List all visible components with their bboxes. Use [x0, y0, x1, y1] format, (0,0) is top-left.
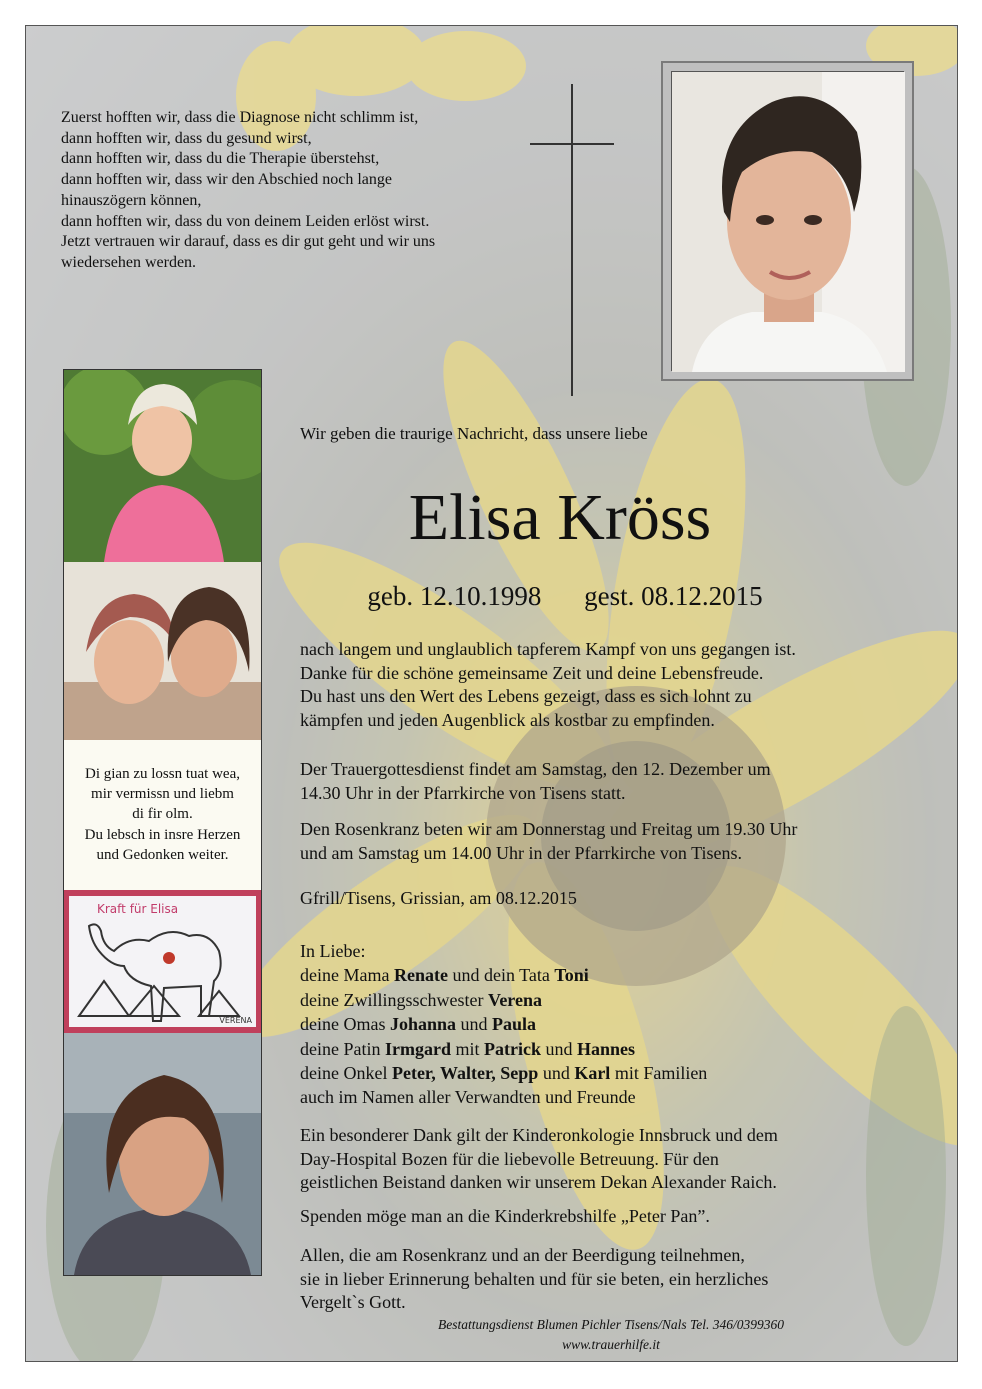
family-list — [300, 939, 707, 1110]
text-line: Du hast uns den Wert des Lebens gezeigt, dass es sich lohnt zu — [300, 686, 752, 706]
text-line: nach langem und unglaublich tapferem Kampf von uns gegangen ist. — [300, 639, 796, 659]
funeral-home: Bestattungsdienst Blumen Pichler Tisens/Nals Tel. 346/0399360 — [437, 1317, 784, 1332]
text-line: sie in lieber Erinnerung behalten und für sie beten, ein herzliches — [300, 1268, 769, 1289]
life-dates — [300, 581, 830, 612]
text-line: Day-Hospital Bozen für die liebevolle Betreuung. Für den — [300, 1148, 719, 1169]
poem-line: dann hofften wir, dass du von deinem Leiden erlöst wirst. — [61, 212, 430, 230]
poem-line: dann hofften wir, dass wir den Abschied noch lange — [61, 171, 392, 189]
family-line: deine Zwillingsschwester Verena — [300, 989, 542, 1010]
drawing-paper — [69, 896, 256, 1027]
closing-paragraph — [300, 1244, 768, 1315]
quote-line: Di gian zu lossn tuat wea, — [85, 766, 240, 782]
photo-girl-young — [64, 1033, 261, 1275]
text-line: und am Samstag um 14.00 Uhr in der Pfarrkirche von Tisens. — [300, 842, 742, 863]
quote-line: und Gedonken weiter. — [96, 846, 229, 863]
quote-line: di fir olm. — [132, 806, 193, 823]
cross-icon — [571, 84, 573, 396]
quote-line: Du lebsch in insre Herzen — [84, 826, 241, 843]
poem-line: Jetzt vertrauen wir darauf, dass es dir gut geht und wir uns — [61, 233, 436, 251]
text-line: Allen, die am Rosenkranz und an der Beerdigung teilnehmen, — [300, 1245, 745, 1265]
family-line: deine Patin Irmgard mit Patrick und Hannes — [300, 1038, 636, 1059]
poem-line: dann hofften wir, dass du gesund wirst, — [61, 129, 312, 147]
family-line: auch im Namen aller Verwandten und Freunde — [300, 1087, 636, 1108]
tribute-paragraph — [300, 638, 796, 732]
text-line: 14.30 Uhr in der Pfarrkirche von Tisens statt. — [300, 782, 626, 803]
obituary-card — [25, 25, 958, 1362]
quote-line: mir vermissn und liebm — [91, 786, 234, 803]
cross-icon-bar — [530, 143, 614, 145]
family-line: deine Mama Renate und dein Tata Toni — [300, 965, 589, 986]
text-line: geistlichen Beistand danken wir unserem Dekan Alexander Raich. — [300, 1172, 777, 1192]
place-date: Gfrill/Tisens, Grissian, am 08.12.2015 — [300, 888, 577, 908]
text-line: Den Rosenkranz beten wir am Donnerstag und Freitag um 19.30 Uhr — [300, 819, 798, 839]
funeral-service — [300, 758, 771, 805]
birth-date: geb. 12.10.1998 — [367, 581, 542, 611]
text-line: Der Trauergottesdienst findet am Samstag, den 12. Dezember um — [300, 759, 771, 779]
photo-two-girls — [64, 562, 261, 740]
text-line: Danke für die schöne gemeinsame Zeit und deine Lebensfreude. — [300, 662, 764, 683]
photo-camel-drawing — [64, 890, 261, 1033]
photo-girl-headscarf — [64, 370, 261, 562]
text-line: kämpfen und jeden Augenblick als kostbar zu empfinden. — [300, 709, 715, 730]
text-line: Vergelt`s Gott. — [300, 1292, 406, 1312]
death-date: gest. 08.12.2015 — [584, 581, 763, 611]
poem-line: hinauszögern können, — [61, 191, 202, 209]
poem-line: wiedersehen werden. — [61, 253, 197, 271]
portrait-photo-frame — [661, 61, 914, 381]
portrait-photo — [671, 71, 904, 371]
poem — [61, 108, 531, 274]
poem-line: Zuerst hofften wir, dass die Diagnose nicht schlimm ist, — [61, 109, 419, 126]
in-love-heading: In Liebe: — [300, 941, 366, 961]
photo-column — [63, 369, 262, 1276]
rosary-info — [300, 818, 797, 865]
family-line: deine Omas Johanna und Paula — [300, 1014, 537, 1035]
thanks-paragraph — [300, 1124, 778, 1195]
deceased-name: Elisa Kröss — [408, 481, 712, 554]
text-line: Ein besonderer Dank gilt der Kinderonkologie Innsbruck und dem — [300, 1125, 778, 1145]
donations: Spenden möge man an die Kinderkrebshilfe „Peter Pan”. — [300, 1206, 710, 1226]
drawing-signature: VERENA — [219, 1016, 252, 1025]
family-line: deine Onkel Peter, Walter, Sepp und Karl mit Familien — [300, 1063, 708, 1084]
intro-text: Wir geben die traurige Nachricht, dass unsere liebe — [300, 424, 648, 443]
dialect-quote — [64, 740, 261, 890]
drawing-caption: Kraft für Elisa — [97, 902, 179, 916]
poem-line: dann hofften wir, dass du die Therapie überstehst, — [61, 150, 380, 168]
website-link[interactable]: www.trauerhilfe.it — [562, 1337, 660, 1352]
